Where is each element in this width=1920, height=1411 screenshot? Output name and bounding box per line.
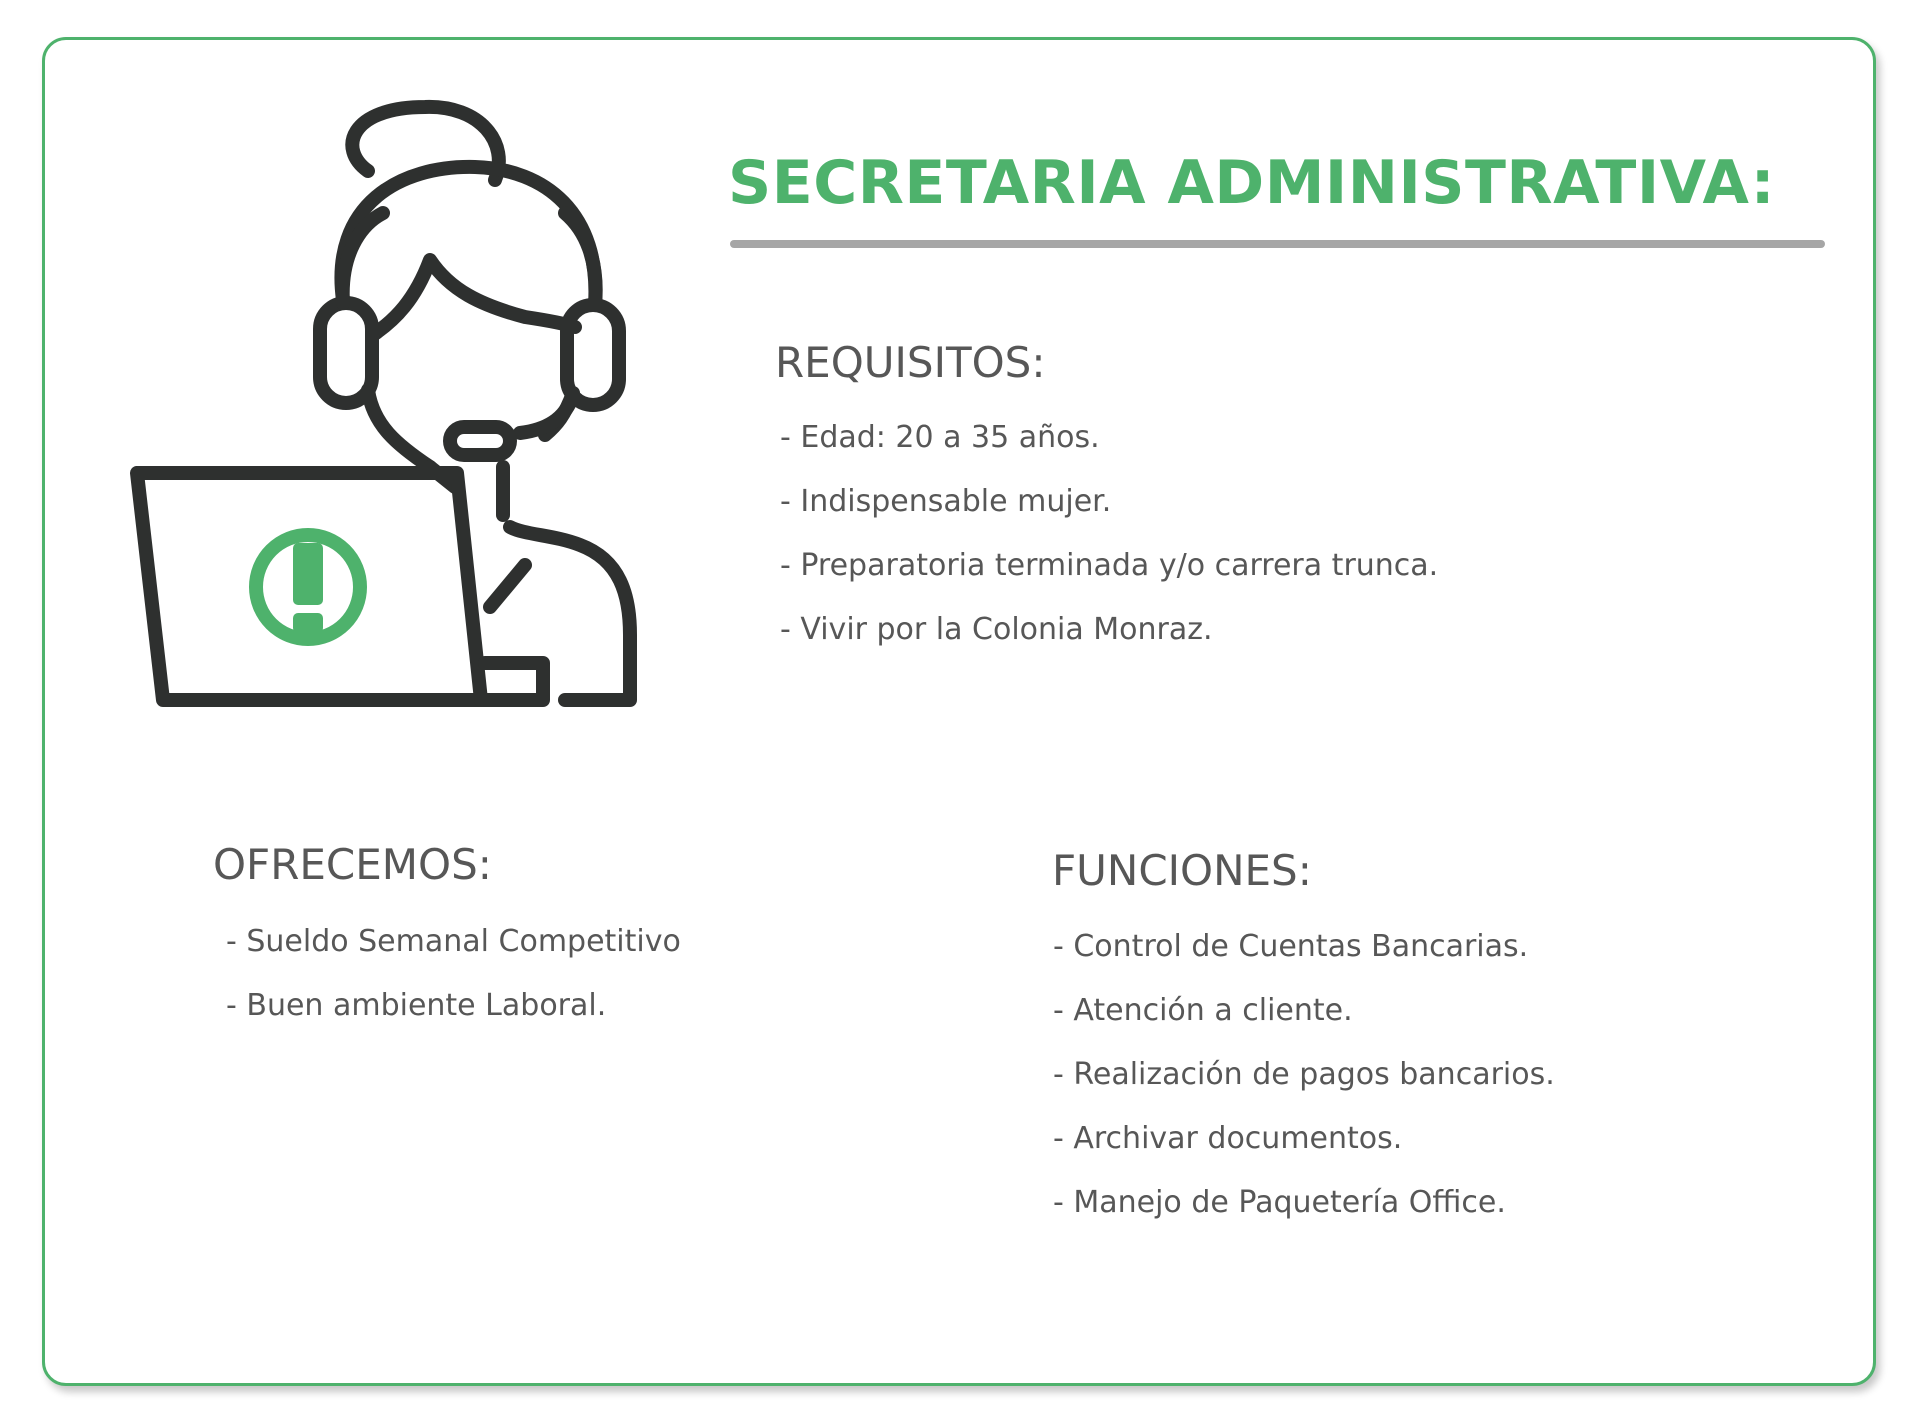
list-item: - Manejo de Paquetería Office. <box>1053 1185 1506 1220</box>
list-item: - Sueldo Semanal Competitivo <box>226 924 681 959</box>
ofrecemos-list <box>226 910 681 1038</box>
funciones-heading: FUNCIONES: <box>1052 846 1312 895</box>
list-item: - Edad: 20 a 35 años. <box>780 420 1100 455</box>
list-item: - Realización de pagos bancarios. <box>1053 1057 1555 1092</box>
list-item: - Indispensable mujer. <box>780 484 1112 519</box>
job-title: SECRETARIA ADMINISTRATIVA: <box>728 148 1776 218</box>
title-divider <box>730 240 1825 248</box>
list-item: - Preparatoria terminada y/o carrera trunca. <box>780 548 1439 583</box>
requisitos-list <box>780 406 1438 662</box>
requisitos-heading: REQUISITOS: <box>775 338 1046 387</box>
list-item: - Atención a cliente. <box>1053 993 1353 1028</box>
list-item: - Archivar documentos. <box>1053 1121 1403 1156</box>
list-item: - Control de Cuentas Bancarias. <box>1053 929 1529 964</box>
ofrecemos-heading: OFRECEMOS: <box>213 840 492 889</box>
list-item: - Vivir por la Colonia Monraz. <box>780 612 1213 647</box>
list-item: - Buen ambiente Laboral. <box>226 988 607 1023</box>
support-agent-icon <box>125 95 645 735</box>
funciones-list <box>1053 915 1555 1235</box>
